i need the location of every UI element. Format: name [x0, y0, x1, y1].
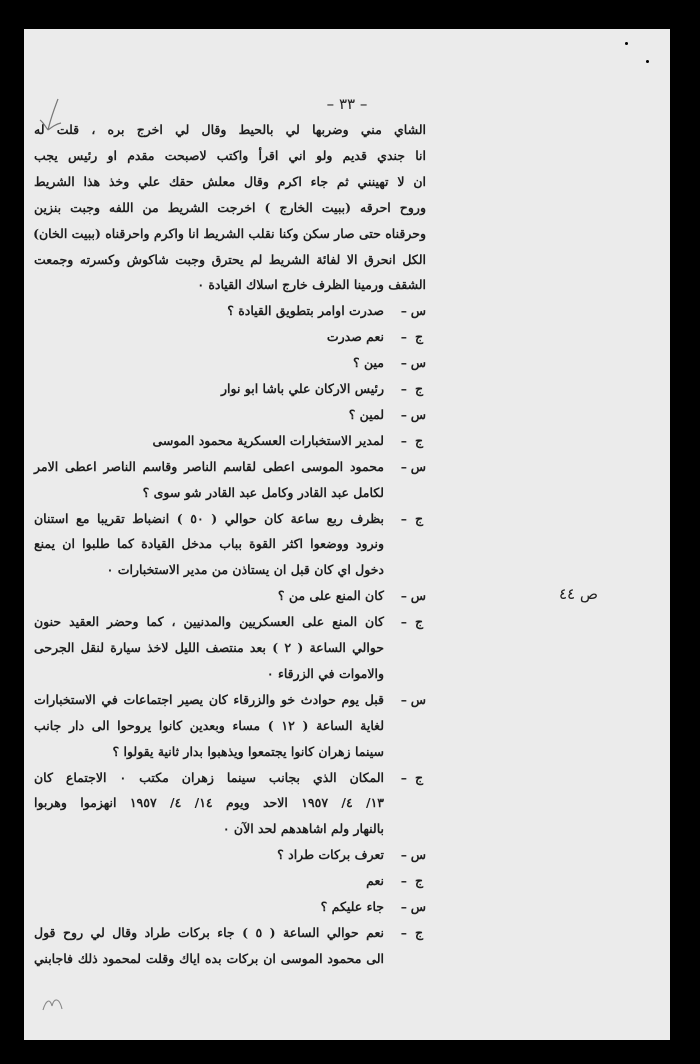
answer-text: نعم صدرت [326, 329, 384, 345]
dash: – [400, 303, 407, 319]
dash: – [400, 924, 407, 940]
answer-mark: ج [414, 381, 424, 396]
answer-text: ونرود ووضعوا اكثر القوة بباب مدخل القيادة كما طلبوا ان يمنع [34, 536, 384, 552]
answer-text: والاموات في الزرقاء ٠ [266, 665, 384, 681]
pen-scribble-mark [40, 994, 66, 1016]
dash: – [400, 381, 407, 396]
page-number: – ٣٣ – [326, 95, 368, 113]
document-page [24, 29, 670, 1040]
question-mark: س [410, 847, 426, 863]
narrative-line: الشاي مني وضربها لي بالحيط وقال لي اخرج بره ، قلت له [34, 122, 426, 137]
margin-page-reference: ص ٤٤ [559, 585, 599, 603]
answer-text: بظرف ربع ساعة كان حوالي ( ٥٠ ) انضباط تقريبا مع استنان [34, 510, 384, 526]
answer-text: دخول اي كان قبل ان يستاذن من مدير الاستخبارات ٠ [106, 562, 384, 578]
narrative-line: وحرقناه حتى صار سكن وكنا نقلب الشريط انا واكرم واحرقناه (ببيت الخان) [33, 225, 426, 241]
dash: – [400, 899, 407, 914]
question-text: صدرت اوامر بتطويق القيادة ؟ [227, 303, 384, 319]
answer-text: حوالي الساعة ( ٢ ) بعد منتصف الليل لاخذ سيارة لنقل الجرحى [34, 640, 385, 655]
narrative-line: وروح احرقه (ببيت الخارج ) اخرجت الشريط من اللفه وجبت بنزين [34, 199, 426, 215]
answer-mark: ج [414, 924, 424, 940]
dash: – [400, 329, 407, 345]
narrative-line: الكل انحرق الا لفائة الشريط لم يحترق وجبت شاكوش وكسرته وجمعت [34, 251, 426, 267]
dash: – [400, 588, 407, 604]
corner-mark [625, 42, 628, 45]
question-mark: س [410, 588, 426, 604]
answer-text: المكان الذي بجانب سينما زهران مكتب ٠ الاجتماع كان [34, 769, 384, 785]
question-text: جاء عليكم ؟ [320, 899, 384, 914]
question-text: كان المنع على من ؟ [277, 588, 384, 604]
dash: – [400, 510, 407, 526]
question-text: مين ؟ [353, 355, 384, 371]
question-mark: س [410, 691, 426, 707]
answer-text: نعم حوالي الساعة ( ٥ ) جاء بركات طراد وقال لي روح قول [34, 924, 384, 940]
answer-text: بالنهار ولم اشاهدهم لحد الآن ٠ [222, 821, 384, 837]
dash: – [400, 458, 407, 474]
answer-mark: ج [414, 769, 424, 785]
dash: – [400, 873, 407, 889]
dash: – [400, 847, 407, 863]
question-mark: س [410, 355, 426, 371]
dash: – [400, 691, 407, 707]
narrative-line: انا جندي قديم ولو اني اقرأ واكتب لاصبحت مقدم او رئيس يجب [34, 147, 426, 163]
corner-mark [646, 60, 649, 63]
dash: – [400, 769, 407, 785]
question-mark: س [410, 458, 426, 474]
dash: – [400, 406, 407, 422]
dash: – [400, 432, 407, 448]
question-text: لغاية الساعة ( ١٢ ) مساء وبعدين كانوا يروحوا الى دار جانب [34, 717, 385, 733]
answer-text: رئيس الاركان علي باشا ابو نوار [220, 381, 384, 396]
dash: – [400, 355, 407, 371]
answer-mark: ج [414, 432, 424, 448]
narrative-line: الشقف ورمينا الظرف خارج اسلاك القيادة ٠ [197, 277, 426, 293]
answer-mark: ج [414, 329, 424, 345]
question-text: محمود الموسى اعطى لقاسم الناصر وقاسم الناصر اعطى الامر [34, 458, 384, 474]
question-text: سينما زهران كانوا يجتمعوا ويذهبوا بدار ثانية يقولوا ؟ [112, 743, 384, 759]
answer-text: نعم [366, 873, 384, 889]
question-text: تعرف بركات طراد ؟ [277, 847, 384, 863]
question-text: قبل يوم حوادث خو والزرقاء كان يصير اجتماعات في الاستخبارات [34, 691, 384, 707]
narrative-line: ان لا تهينني ثم جاء اكرم وقال معلش حقك علي وخذ هذا الشريط [34, 173, 426, 189]
answer-text: كان المنع على العسكريين والمدنيين ، كما وحضر العقيد حنون [34, 614, 384, 630]
answer-mark: ج [414, 614, 424, 630]
answer-text: لمدير الاستخبارات العسكرية محمود الموسى [152, 432, 384, 448]
dash: – [400, 614, 407, 630]
answer-mark: ج [414, 510, 424, 526]
question-text: لكامل عبد القادر وكامل عبد القادر شو سوى ؟ [142, 484, 384, 500]
answer-text: ١٣/ ٤/ ١٩٥٧ الاحد ويوم ١٤/ ٤/ ١٩٥٧ انهزموا وهربوا [34, 795, 384, 811]
question-mark: س [410, 303, 426, 319]
question-mark: س [410, 406, 426, 422]
question-mark: س [410, 899, 426, 914]
answer-text: الى محمود الموسى ان بركات بده اياك وقلت لمحمود ذلك فاجابني [34, 950, 384, 966]
answer-mark: ج [414, 873, 424, 889]
question-text: لمين ؟ [348, 406, 384, 422]
